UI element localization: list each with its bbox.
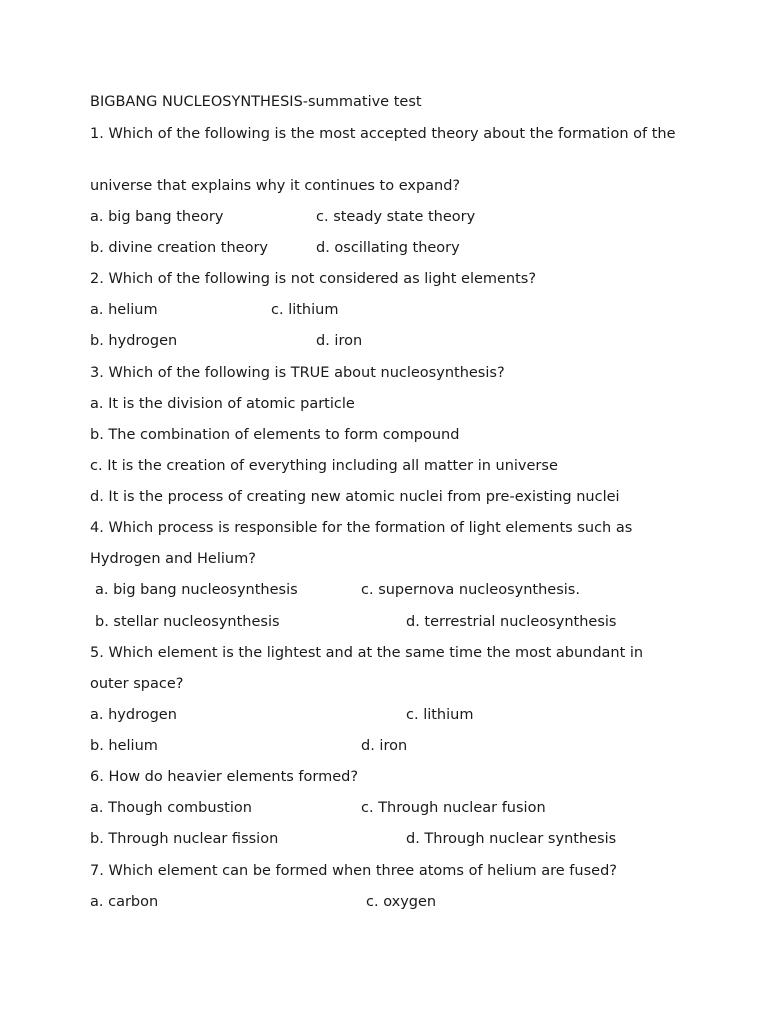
question-5-stem-line-2: outer space? xyxy=(90,676,184,692)
question-6-stem: 6. How do heavier elements formed? xyxy=(90,769,359,785)
question-5-option-a: a. hydrogen xyxy=(90,707,177,723)
question-3-option-d: d. It is the process of creating new atomic nuclei from pre-existing nuclei xyxy=(90,489,620,505)
question-6-option-d: d. Through nuclear synthesis xyxy=(406,831,617,847)
question-4-option-b: b. stellar nucleosynthesis xyxy=(95,614,280,630)
question-5-option-c: c. lithium xyxy=(406,707,474,723)
question-7-option-c: c. oxygen xyxy=(366,894,437,910)
question-3-option-b: b. The combination of elements to form compound xyxy=(90,427,460,443)
question-4-option-c: c. supernova nucleosynthesis. xyxy=(361,582,580,598)
question-1-option-a: a. big bang theory xyxy=(90,209,224,225)
question-1-option-d: d. oscillating theory xyxy=(316,240,460,256)
question-6-option-a: a. Though combustion xyxy=(90,800,252,816)
question-5-option-d: d. iron xyxy=(361,738,408,754)
question-3-stem: 3. Which of the following is TRUE about nucleosynthesis? xyxy=(90,365,505,381)
question-2-stem: 2. Which of the following is not considered as light elements? xyxy=(90,271,537,287)
question-2-option-b: b. hydrogen xyxy=(90,333,178,349)
question-6-option-c: c. Through nuclear fusion xyxy=(361,800,546,816)
question-1-option-b: b. divine creation theory xyxy=(90,240,269,256)
question-4-stem-line-1: 4. Which process is responsible for the formation of light elements such as xyxy=(90,520,633,536)
question-6-option-b: b. Through nuclear fission xyxy=(90,831,279,847)
question-4-option-a: a. big bang nucleosynthesis xyxy=(95,582,298,598)
question-4-option-d: d. terrestrial nucleosynthesis xyxy=(406,614,617,630)
question-2-option-d: d. iron xyxy=(316,333,363,349)
question-4-stem-line-2: Hydrogen and Helium? xyxy=(90,551,256,567)
question-1-option-c: c. steady state theory xyxy=(316,209,476,225)
question-7-option-a: a. carbon xyxy=(90,894,159,910)
question-7-stem: 7. Which element can be formed when three atoms of helium are fused? xyxy=(90,863,617,879)
document-title: BIGBANG NUCLEOSYNTHESIS-summative test xyxy=(90,94,422,110)
question-1-stem-line-1: 1. Which of the following is the most accepted theory about the formation of the xyxy=(90,126,676,142)
question-2-option-a: a. helium xyxy=(90,302,158,318)
question-1-stem-line-2: universe that explains why it continues to expand? xyxy=(90,178,461,194)
question-3-option-c: c. It is the creation of everything including all matter in universe xyxy=(90,458,558,474)
question-5-stem-line-1: 5. Which element is the lightest and at the same time the most abundant in xyxy=(90,645,644,661)
question-3-option-a: a. It is the division of atomic particle xyxy=(90,396,355,412)
question-2-option-c: c. lithium xyxy=(271,302,339,318)
question-5-option-b: b. helium xyxy=(90,738,158,754)
